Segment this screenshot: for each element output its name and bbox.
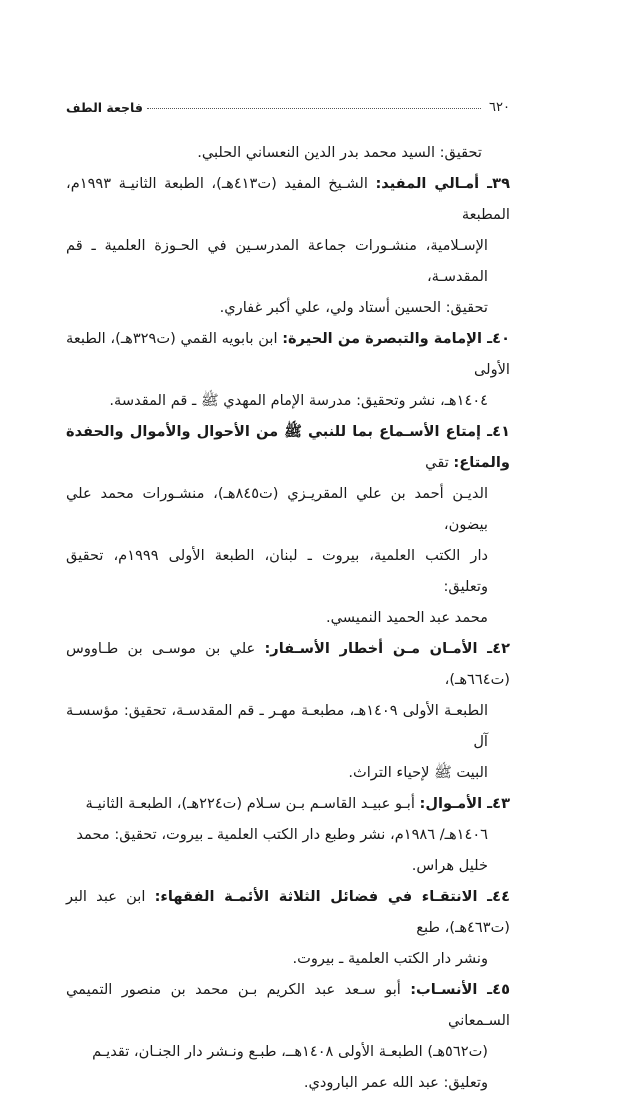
entry-title: ٣٩ـ أمـالي المفيد: <box>375 175 510 192</box>
entry-details: أبـو عبيـد القاسـم بـن سـلام (ت٢٢٤هـ)، الطبعـة الثانيـة <box>85 795 420 812</box>
entry-first-line <box>66 881 510 943</box>
entry-continuation-line: وتعليق: عبد الله عمر البارودي. <box>303 1074 488 1091</box>
entry-details: ابن بابويه القمي (ت٣٢٩هـ)، الطبعة الأولى <box>66 330 510 378</box>
entry-continuation-line: محمد عبد الحميد النميسي. <box>325 609 488 626</box>
bibliography-entry <box>66 168 510 323</box>
entry-details: أبو سـعد عبد الكريم بـن محمد بن منصور التميمي السـمعاني <box>66 981 510 1029</box>
entry-continuation-line: (ت٥٦٢هـ) الطبعـة الأولى ١٤٠٨هــ، طبـع ونـشر دار الجنـان، تقديـم <box>92 1043 488 1060</box>
entry-continuation-line: الديـن أحمد بن علي المقريـزي (ت٨٤٥هـ)، منشـورات محمد علي بيضون، <box>66 485 489 533</box>
entry-continuation-line: ١٤٠٦هـ/ ١٩٨٦م، نشر وطبع دار الكتب العلمية ـ بيروت، تحقيق: محمد <box>76 826 488 843</box>
entry-continuation-line: خليل هراس. <box>411 857 488 874</box>
page-number: ٦٢٠ <box>489 100 510 115</box>
bibliography-body <box>66 137 510 1098</box>
entry-continuation-line: ١٤٠٤هـ، نشر وتحقيق: مدرسة الإمام المهدي ﷺ ـ قم المقدسة. <box>109 392 488 409</box>
entry-title: ٤٣ـ الأمـوال: <box>419 795 510 812</box>
bibliography-entry <box>66 881 510 974</box>
entry-title: ٤٠ـ الإمامة والتبصرة من الحيرة: <box>282 330 510 347</box>
bibliography-entry <box>66 633 510 788</box>
entry-first-line <box>66 323 510 385</box>
header-leader-dots <box>147 108 481 109</box>
entry-continuation-line: البيت ﷺ لإحياء التراث. <box>348 764 488 781</box>
entry-first-line <box>66 168 510 230</box>
bibliography-entry <box>66 974 510 1098</box>
bibliography-entries <box>66 168 510 1098</box>
entry-continuation-line: الإسـلامية، منشـورات جماعة المدرسـين في الحـوزة العلمية ـ قم المقدسـة، <box>66 237 488 285</box>
entry-details: علي بن موسـى بن طـاووس (ت٦٦٤هـ)، <box>66 640 510 688</box>
entry-continuation-line: دار الكتب العلمية، بيروت ـ لبنان، الطبعة الأولى ١٩٩٩م، تحقيق وتعليق: <box>66 547 488 595</box>
entry-first-line <box>66 633 510 695</box>
entry-title: ٤٢ـ الأمـان مـن أخطار الأسـفار: <box>264 640 511 657</box>
entry-title: ٤٥ـ الأنسـاب: <box>410 981 510 998</box>
entry-details: ابن عبد البر (ت٤٦٣هـ)، طبع <box>66 888 510 936</box>
entry-continuation-line: ونشر دار الكتب العلمية ـ بيروت. <box>292 950 488 967</box>
bibliography-entry <box>66 323 510 416</box>
running-title: فاجعة الطف <box>66 100 143 115</box>
entry-details: الشـيخ المفيد (ت٤١٣هـ)، الطبعة الثانيـة ١٩٩٣م، المطبعة <box>66 175 510 223</box>
bibliography-entry <box>66 416 510 633</box>
page-header <box>66 93 510 115</box>
entry-first-line <box>66 974 510 1036</box>
entry-title: ٤٤ـ الانتقـاء في فضائل الثلاثة الأئمـة الفقهاء: <box>154 888 510 905</box>
entry-continuation-line: الطبعـة الأولى ١٤٠٩هـ، مطبعـة مهـر ـ قم المقدسـة، تحقيق: مؤسسـة آل <box>66 702 488 750</box>
entry-details: تقي <box>425 454 454 471</box>
entry-first-line <box>66 788 510 819</box>
entry-continuation-line: تحقيق: الحسين أستاد ولي، علي أكبر غفاري. <box>219 299 488 316</box>
entry-first-line <box>66 416 510 478</box>
entry-title: ٤١ـ إمتاع الأسـماع بما للنبي ﷺ من الأحوال والأموال والحفدة والمتاع: <box>66 423 510 471</box>
continuation-line: تحقيق: السيد محمد بدر الدين النعساني الحلبي. <box>197 144 482 161</box>
bibliography-entry <box>66 788 510 881</box>
